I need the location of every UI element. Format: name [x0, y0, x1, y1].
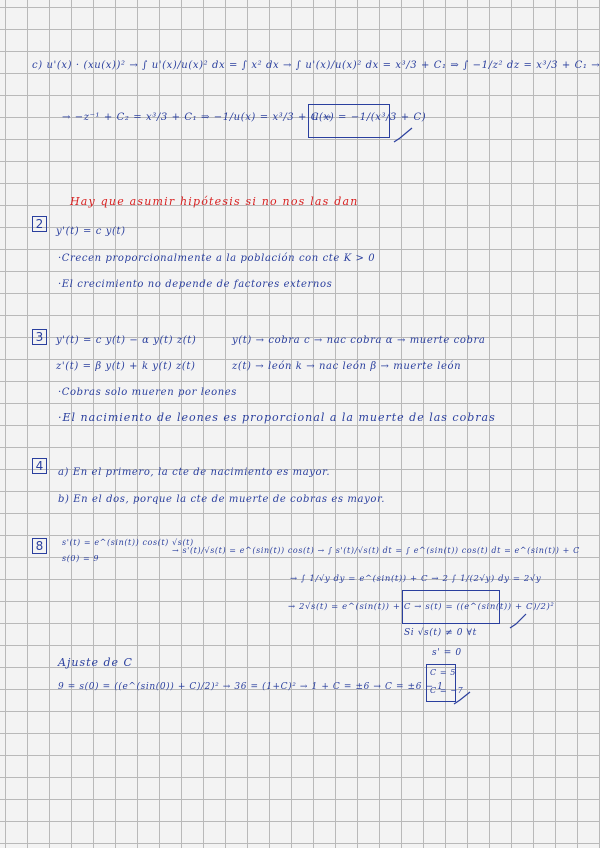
question-8-result-box	[402, 590, 500, 624]
question-8-system-2: s(0) = 9	[62, 554, 100, 563]
question-2-bullet-2: ·El crecimiento no depende de factores externos	[58, 279, 333, 290]
checkmark-icon	[392, 126, 414, 146]
adjust-c-line: 9 = s(0) = ((e^(sin(0)) + C)/2)² → 36 = (1+C)² → 1 + C = ±6 → C = ±6 − 1	[58, 682, 444, 692]
c-value-2: C = −7	[430, 686, 464, 695]
adjust-c-title: Ajuste de C	[58, 656, 133, 669]
section-c-line-1: c) u'(x) · (xu(x))² → ∫ u'(x)/u(x)² dx = ∫ x² dx → ∫ u'(x)/u(x)² dx = x³/3 + C₁ ⇒ ∫ −1/z² dz = x³/3 + C₁ →	[32, 60, 600, 71]
question-4-answer-a: a) En el primero, la cte de nacimiento es mayor.	[58, 467, 331, 478]
checkmark-icon	[508, 612, 528, 632]
c-value-1: C = 5	[430, 668, 456, 677]
question-8-step-1: → s'(t)/√s(t) = e^(sin(t)) cos(t) → ∫ s'(t)/√s(t) dt = ∫ e^(sin(t)) cos(t) dt = e^(sin(t)) + C	[172, 546, 580, 555]
question-3-equation-2: z'(t) = β y(t) + k y(t) z(t)	[56, 361, 196, 372]
question-2-number: 2	[32, 216, 47, 232]
section-c-line-2: → −z⁻¹ + C₂ = x³/3 + C₁ ⇒ −1/u(x) = x³/3 + C →	[62, 112, 332, 123]
question-3-definitions-2: z(t) → león k → nac león β → muerte león	[232, 361, 462, 372]
question-3-bullet-1: ·Cobras solo mueren por leones	[58, 387, 238, 398]
question-3-equation-1: y'(t) = c y(t) − α y(t) z(t)	[56, 335, 197, 346]
question-4-answer-b: b) En el dos, porque la cte de muerte de cobras es mayor.	[58, 494, 386, 505]
question-8-step-3: → 2√s(t) = e^(sin(t)) + C → s(t) = ((e^(sin(t)) + C)/2)²	[288, 602, 555, 612]
section-c-result: u(x) = −1/(x³/3 + C)	[312, 112, 427, 123]
question-8-condition-2: s' = 0	[432, 648, 462, 658]
question-3-bullet-2: ·El nacimiento de leones es proporcional a la muerte de las cobras	[58, 411, 496, 424]
question-2-bullet-1: ·Crecen proporcionalmente a la población con cte K > 0	[58, 253, 376, 264]
hypothesis-note: Hay que asumir hipótesis si no nos las dan	[70, 195, 359, 208]
question-8-system-1: s'(t) = e^(sin(t)) cos(t) √s(t)	[62, 538, 194, 547]
question-2-equation: y'(t) = c y(t)	[56, 226, 126, 237]
checkmark-icon	[452, 690, 472, 708]
question-4-number: 4	[32, 458, 47, 474]
question-3-definitions-1: y(t) → cobra c → nac cobra α → muerte cobra	[232, 335, 486, 346]
question-8-condition-1: Si √s(t) ≠ 0 ∀t	[404, 628, 477, 638]
question-3-number: 3	[32, 329, 47, 345]
question-8-number: 8	[32, 538, 47, 554]
question-8-step-2: → ∫ 1/√y dy = e^(sin(t)) + C → 2 ∫ 1/(2√y) dy = 2√y	[290, 574, 542, 584]
